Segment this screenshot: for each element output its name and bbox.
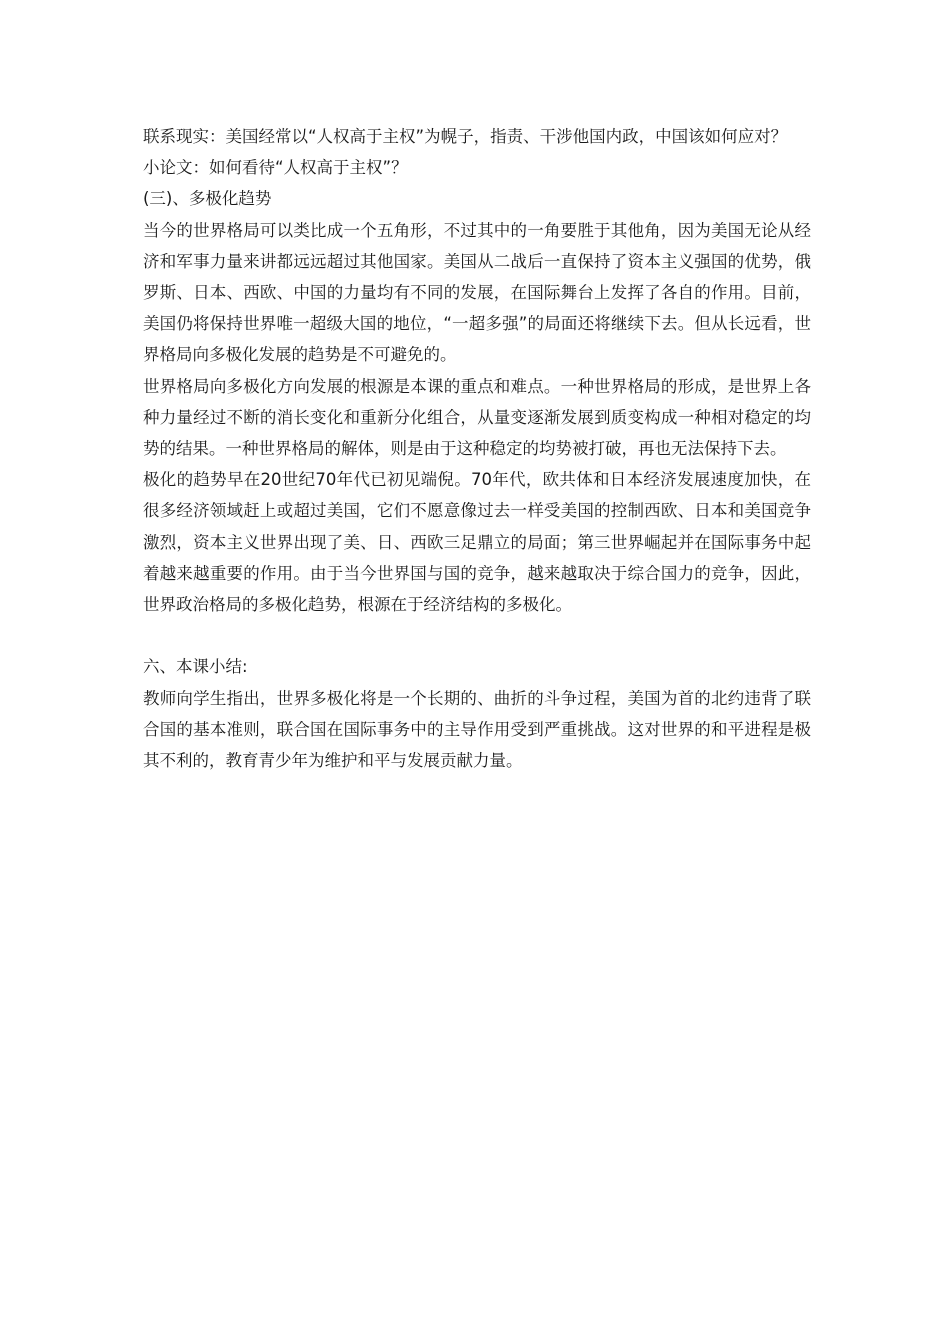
section-heading-multipolarity: (三)、多极化趋势 <box>143 189 272 209</box>
document-body <box>143 121 811 776</box>
paragraph-pentagon-analogy: 当今的世界格局可以类比成一个五角形，不过其中的一角要胜于其他角，因为美国无论从经济和军事力量来讲都远远超过其他国家。美国从二战后一直保持了资本主义强国的优势，俄罗斯、日本、西欧、中国的力量均有不同的发展，在国际舞台上发挥了各自的作用。目前，美国仍将保持世界唯一超级大国的地位，“一超多强”的局面还将继续下去。但从长远看，世界格局向多极化发展的趋势是不可避免的。 <box>143 220 811 365</box>
paragraph-reality-link: 联系现实：美国经常以“人权高于主权”为幌子，指责、干涉他国内政，中国该如何应对？ <box>143 127 788 146</box>
summary-text: 教师向学生指出，世界多极化将是一个长期的、曲折的斗争过程，美国为首的北约违背了联合国的基本准则，联合国在国际事务中的主导作用受到严重挑战。这对世界的和平进程是极其不利的，教育青少年为维护和平与发展贡献力量。 <box>143 688 811 771</box>
paragraph-root-cause: 世界格局向多极化方向发展的根源是本课的重点和难点。一种世界格局的形成，是世界上各种力量经过不断的消长变化和重新分化组合，从量变逐渐发展到质变构成一种相对稳定的均势的结果。一种世界格局的解体，则是由于这种稳定的均势被打破，再也无法保持下去。 <box>143 376 811 459</box>
paragraph-1970s-trend: 极化的趋势早在20世纪70年代已初见端倪。70年代，欧共体和日本经济发展速度加快，在很多经济领域赶上或超过美国，它们不愿意像过去一样受美国的控制西欧、日本和美国竞争激烈，资本主义世界出现了美、日、西欧三足鼎立的局面；第三世界崛起并在国际事务中起着越来越重要的作用。由于当今世界国与国的竞争，越来越取决于综合国力的竞争，因此，世界政治格局的多极化趋势，根源在于经济结构的多极化。 <box>143 470 811 615</box>
summary-heading: 六、本课小结: <box>143 657 248 677</box>
blank-line <box>143 620 811 651</box>
paragraph-essay-prompt: 小论文：如何看待“人权高于主权”？ <box>143 158 408 178</box>
